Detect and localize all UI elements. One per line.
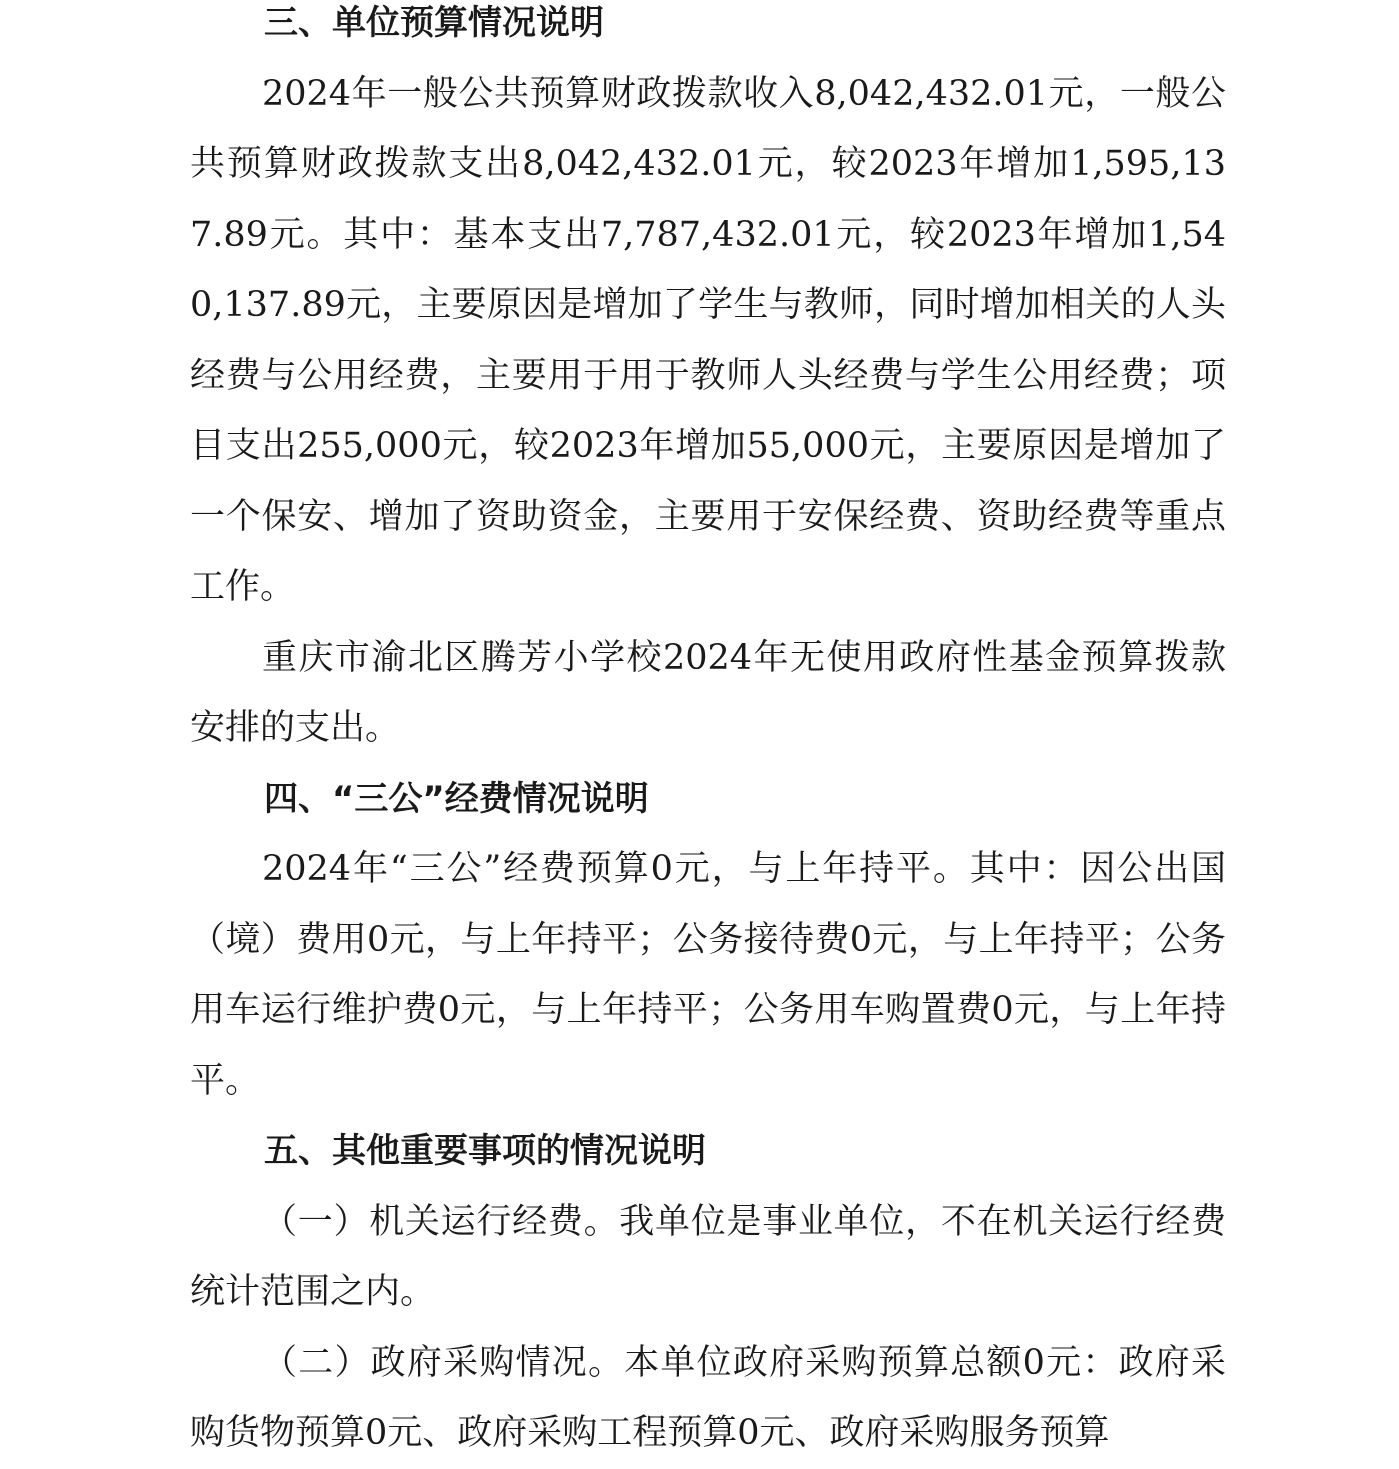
section-heading: 四、“三公”经费情况说明 (264, 778, 649, 819)
section-other-matters (190, 1116, 1226, 1469)
paragraph-three-public-detail: 2024年“三公”经费预算0元，与上年持平。其中：因公出国（境）费用0元，与上年持平；公务接待费0元，与上年持平；公务用车运行维护费0元，与上年持平；公务用车购置费0元，与上年持平。 (190, 849, 1226, 1101)
paragraph-budget-detail: 2024年一般公共预算财政拨款收入8,042,432.01元，一般公共预算财政拨款支出8,042,432.01元，较2023年增加1,595,137.89元。其中：基本支出7,787,432.01元，较2023年增加1,540,137.89元，主要原因是增加了学生与教师，同时增加相关的人头经费与公用经费，主要用于用于教师人头经费与学生公用经费；项目支出255,000元，较2023年增加55,000元，主要原因是增加了一个保安、增加了资助资金，主要用于安保经费、资助经费等重点工作。 (190, 73, 1226, 607)
paragraph-procurement: （二）政府采购情况。本单位政府采购预算总额0元：政府采购货物预算0元、政府采购工程预算0元、政府采购服务预算 (190, 1342, 1226, 1453)
section-three-public-funds (190, 764, 1226, 1117)
paragraph-gov-fund: 重庆市渝北区腾芳小学校2024年无使用政府性基金预算拨款安排的支出。 (190, 637, 1226, 748)
section-heading: 三、单位预算情况说明 (264, 3, 604, 43)
section-heading: 五、其他重要事项的情况说明 (264, 1131, 706, 1171)
document-page (190, 0, 1226, 1469)
paragraph-operating-funds: （一）机关运行经费。我单位是事业单位，不在机关运行经费统计范围之内。 (190, 1201, 1226, 1312)
section-unit-budget (190, 0, 1226, 764)
